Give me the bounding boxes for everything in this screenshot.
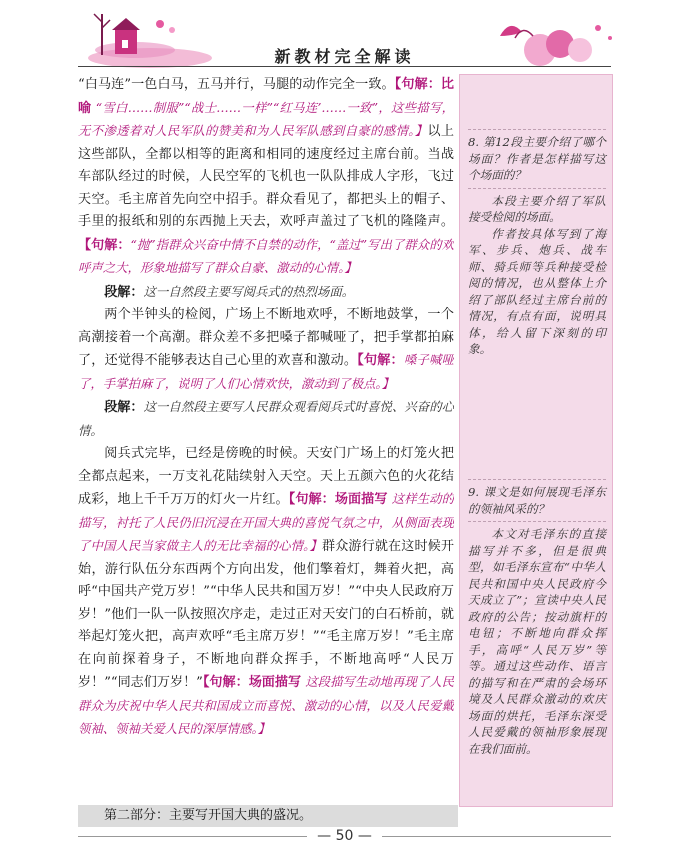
dashed-divider	[468, 521, 606, 522]
paragraph-text: “白马连”一色白马，五马并行，马腿的动作完全一致。	[78, 77, 395, 92]
answer-8-part-2: 作者按具体写到了海军、步兵、炮兵、战车师、骑兵师等兵种接受检阅的情况，也从整体上介绍了部队经过主席台前的情况，有点有面，说明具体，给人留下深刻的印象。	[468, 226, 606, 356]
paragraph-text: 以上这些部队，全都以相等的距离和相同的速度经过主席台前。当战车部队经过的时候，人民空军的飞机也一队队排成人字形，飞过天空。毛主席首先向空中招手。群众看见了，都把头上的帽子、手里的报纸和别的东西抛上天去，欢呼声盖过了飞机的隆隆声。	[78, 124, 454, 229]
dashed-divider	[468, 479, 606, 480]
paragraph-analysis-text: 这一自然段主要写阅兵式的热烈场面。	[143, 283, 355, 299]
paragraph-analysis-label: 段解：	[104, 284, 144, 300]
sentence-note-text: 这段描写生动地再现了人民群众为庆祝中华人民共和国成立而喜悦、激动的心情，以及人民爱戴领袖、领袖关爱人民的深厚情感。】	[78, 674, 454, 736]
answer-9: 本文对毛泽东的直接描写并不多，但是很典型，如毛泽东宣布“中华人民共和国中央人民政府今天成立了”；宣读中央人民政府的公告；按动旗杆的电钮；不断地向群众挥手，高呼“人民万岁”等等。通过这些动作、语言的描写和在严肃的会场环境及人民群众激动的欢庆场面的烘托，毛泽东深受人民爱戴的领袖形象展现在我们面前。	[468, 527, 606, 756]
question-9: 9. 课文是如何展现毛泽东的领袖风采的？	[468, 485, 606, 516]
header-divider	[78, 66, 611, 67]
section-summary-box: 第二部分：主要写开国大典的盛况。	[78, 805, 458, 827]
dashed-divider	[468, 188, 606, 189]
question-9-block	[468, 475, 606, 757]
page-number-wrap	[0, 828, 689, 844]
paragraph-2	[78, 304, 454, 396]
sentence-note-text: 嗓子喊哑了，手掌拍麻了，说明了人们心情欢快，激动到了极点。】	[78, 352, 454, 391]
sentence-note-label: 【句解：	[78, 237, 131, 253]
sentence-note-text: 这样生动的描写，衬托了人民仍旧沉浸在开国大典的喜悦气氛之中，从侧面表现了中国人民当家做主人的无比幸福的心情。】	[78, 491, 454, 553]
sentence-note-label: 【句解：比喻	[78, 77, 454, 116]
paragraph-analysis	[78, 281, 454, 305]
dashed-divider	[468, 129, 606, 130]
paragraph-text: 阅兵式完毕，已经是傍晚的时候。天安门广场上的灯笼火把全都点起来，一万支礼花陆续射入天空。天上五颜六色的火花结成彩，地上千千万万的灯火一片红。	[78, 446, 454, 507]
sentence-note-text: “抛”指群众兴奋中情不自禁的动作，“盖过”写出了群众的欢呼声之大，形象地描写了群众自豪、激动的心情。】	[78, 236, 454, 275]
answer-8-part-1: 本段主要介绍了军队接受检阅的场面。	[468, 193, 606, 224]
page-header	[0, 0, 689, 72]
sentence-note-label: 【句解：	[357, 353, 404, 368]
paragraph-text: 两个半钟头的检阅，广场上不断地欢呼，不断地鼓掌，一个高潮接着一个高潮。群众差不多把嗓子都喊哑了，把手掌都拍麻了，还觉得不能够表达自己心里的欢喜和激动。	[78, 307, 454, 368]
paragraph-3	[78, 443, 454, 742]
sidebar-questions	[459, 74, 613, 807]
paragraph-text: 群众游行就在这时候开始，游行队伍分东西两个方向出发，他们擎着灯，舞着火把，高呼“中国共产党万岁！”“中华人民共和国万岁！”“中央人民政府万岁！”他们一队一队按照次序走，走过正对天安门的白石桥前，就举起灯笼火把，高声欢呼“毛主席万岁！”“毛主席万岁！”毛主席在向前探着身子，不断地向群众挥手，不断地高呼“人民万岁！”“同志们万岁！”	[78, 539, 454, 690]
page-number: — 50 —	[307, 828, 382, 844]
question-8-block	[468, 125, 606, 358]
sentence-note-label: 【句解：场面描写	[288, 492, 388, 507]
question-8: 8. 第12段主要介绍了哪个场面？作者是怎样描写这个场面的？	[468, 135, 606, 182]
sentence-note-label: 【句解：场面描写	[202, 675, 302, 690]
paragraph-1	[78, 74, 454, 281]
paragraph-analysis-text: 这一自然段主要写人民群众观看阅兵式时喜悦、兴奋的心情。	[78, 399, 454, 438]
header-title: 新教材完全解读	[274, 47, 415, 66]
paragraph-analysis	[78, 396, 454, 443]
paragraph-analysis-label: 段解：	[104, 400, 144, 415]
main-text-column	[78, 74, 454, 807]
sentence-note-text: “雪白……制服”“战士……一样”“红马连’……一致”，这些描写，无不渗透着对人民军队的赞美和为人民军队感到自豪的感情。】	[78, 99, 454, 138]
